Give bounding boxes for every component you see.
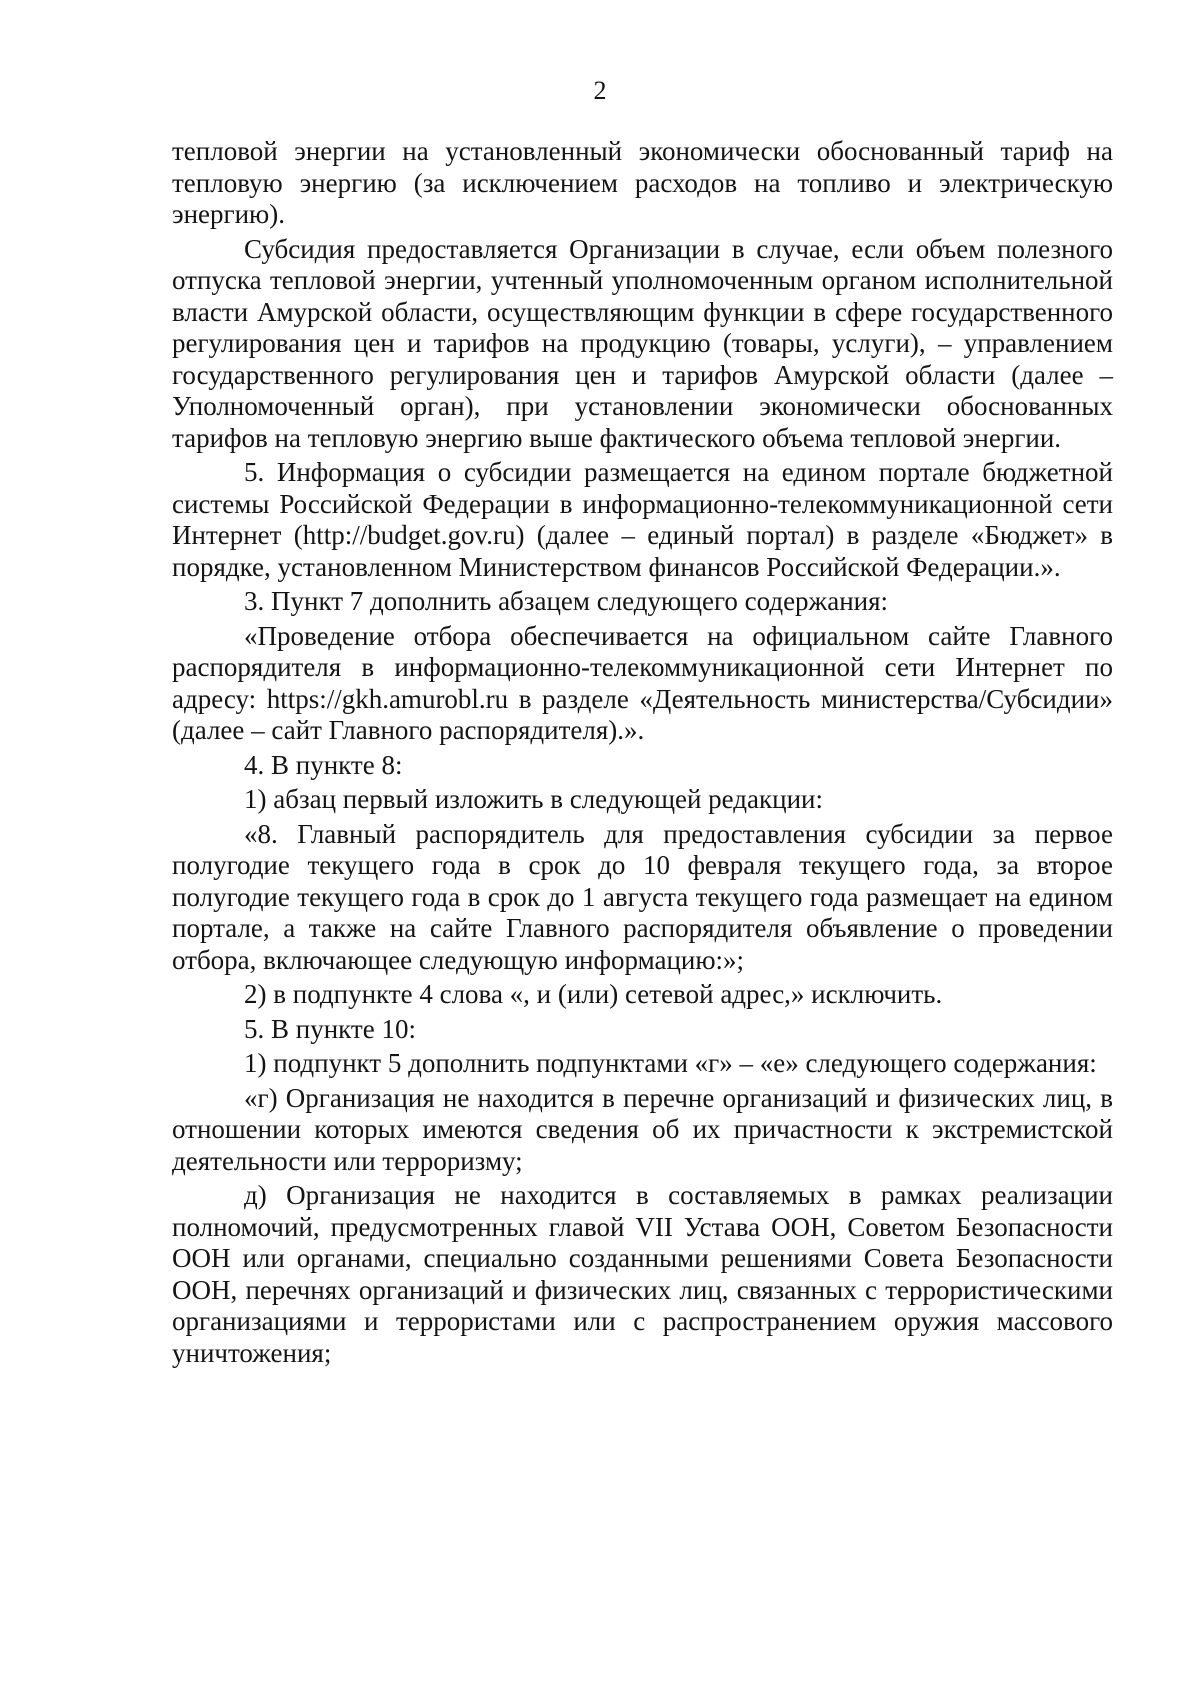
paragraph-subitem-2: 2) в подпункте 4 слова «, и (или) сетевой адрес,» исключить. <box>244 979 943 1009</box>
paragraph-item-5-point-10: 5. В пункте 10: <box>244 1013 416 1044</box>
paragraph-selection-site: «Проведение отбора обеспечивается на официальном сайте Главного распорядителя в информационно-телекоммуникационной сети Интернет по адресу: https://gkh.amurobl.ru в разделе «Деятельность министерства/Субсидии» (далее – сайт Главного распорядителя).». <box>172 620 1113 745</box>
paragraph-item-8-text: «8. Главный распорядитель для предоставления субсидии за первое полугодие текущего года в срок до 10 февраля текущего года, за второе полугодие текущего года в срок до 1 августа текущего года размещает на едином портале, а также на сайте Главного распорядителя объявление о проведении отбора, включающее следующую информацию:»; <box>172 818 1113 975</box>
paragraph-subitem-1-point-10: 1) подпункт 5 дополнить подпунктами «г» – «е» следующего содержания: <box>244 1048 1097 1078</box>
paragraph-subsidy-condition: Субсидия предоставляется Организации в случае, если объем полезного отпуска тепловой энергии, учтенный уполномоченным органом исполнительной власти Амурской области, осуществляющим функции в сфере государственного регулирования цен и тарифов на продукцию (товары, услуги), – управлением государственного регулирования цен и тарифов Амурской области (далее – Уполномоченный орган), при установлении экономически обоснованных тарифов на тепловую энергию выше фактического объема тепловой энергии. <box>172 233 1113 453</box>
paragraph-item-4: 4. В пункте 8: <box>244 749 403 780</box>
paragraph-continuation: тепловой энергии на установленный экономически обоснованный тариф на тепловую энергию (за исключением расходов на топливо и электрическую энергию). <box>172 136 1113 229</box>
paragraph-item-5: 5. Информация о субсидии размещается на едином портале бюджетной системы Российской Федерации в информационно-телекоммуникационной сети Интернет (http://budget.gov.ru) (далее – единый портал) в разделе «Бюджет» в порядке, установленном Министерством финансов Российской Федерации.». <box>172 457 1113 582</box>
paragraph-item-3: 3. Пункт 7 дополнить абзацем следующего содержания: <box>244 586 889 616</box>
paragraph-subitem-g: «г) Организация не находится в перечне организаций и физических лиц, в отношении которых имеются сведения об их причастности к экстремистской деятельности или терроризму; <box>172 1082 1113 1176</box>
paragraph-subitem-1: 1) абзац первый изложить в следующей редакции: <box>244 784 823 814</box>
page-number: 2 <box>593 76 607 105</box>
paragraph-subitem-d: д) Организация не находится в составляемых в рамках реализации полномочий, предусмотренных главой VII Устава ООН, Советом Безопасности ООН или органами, специально созданными решениями Совета Безопасности ООН, перечнях организаций и физических лиц, связанных с террористическими организациями и террористами или с распространением оружия массового уничтожения; <box>172 1180 1113 1368</box>
document-body <box>172 136 1113 1369</box>
